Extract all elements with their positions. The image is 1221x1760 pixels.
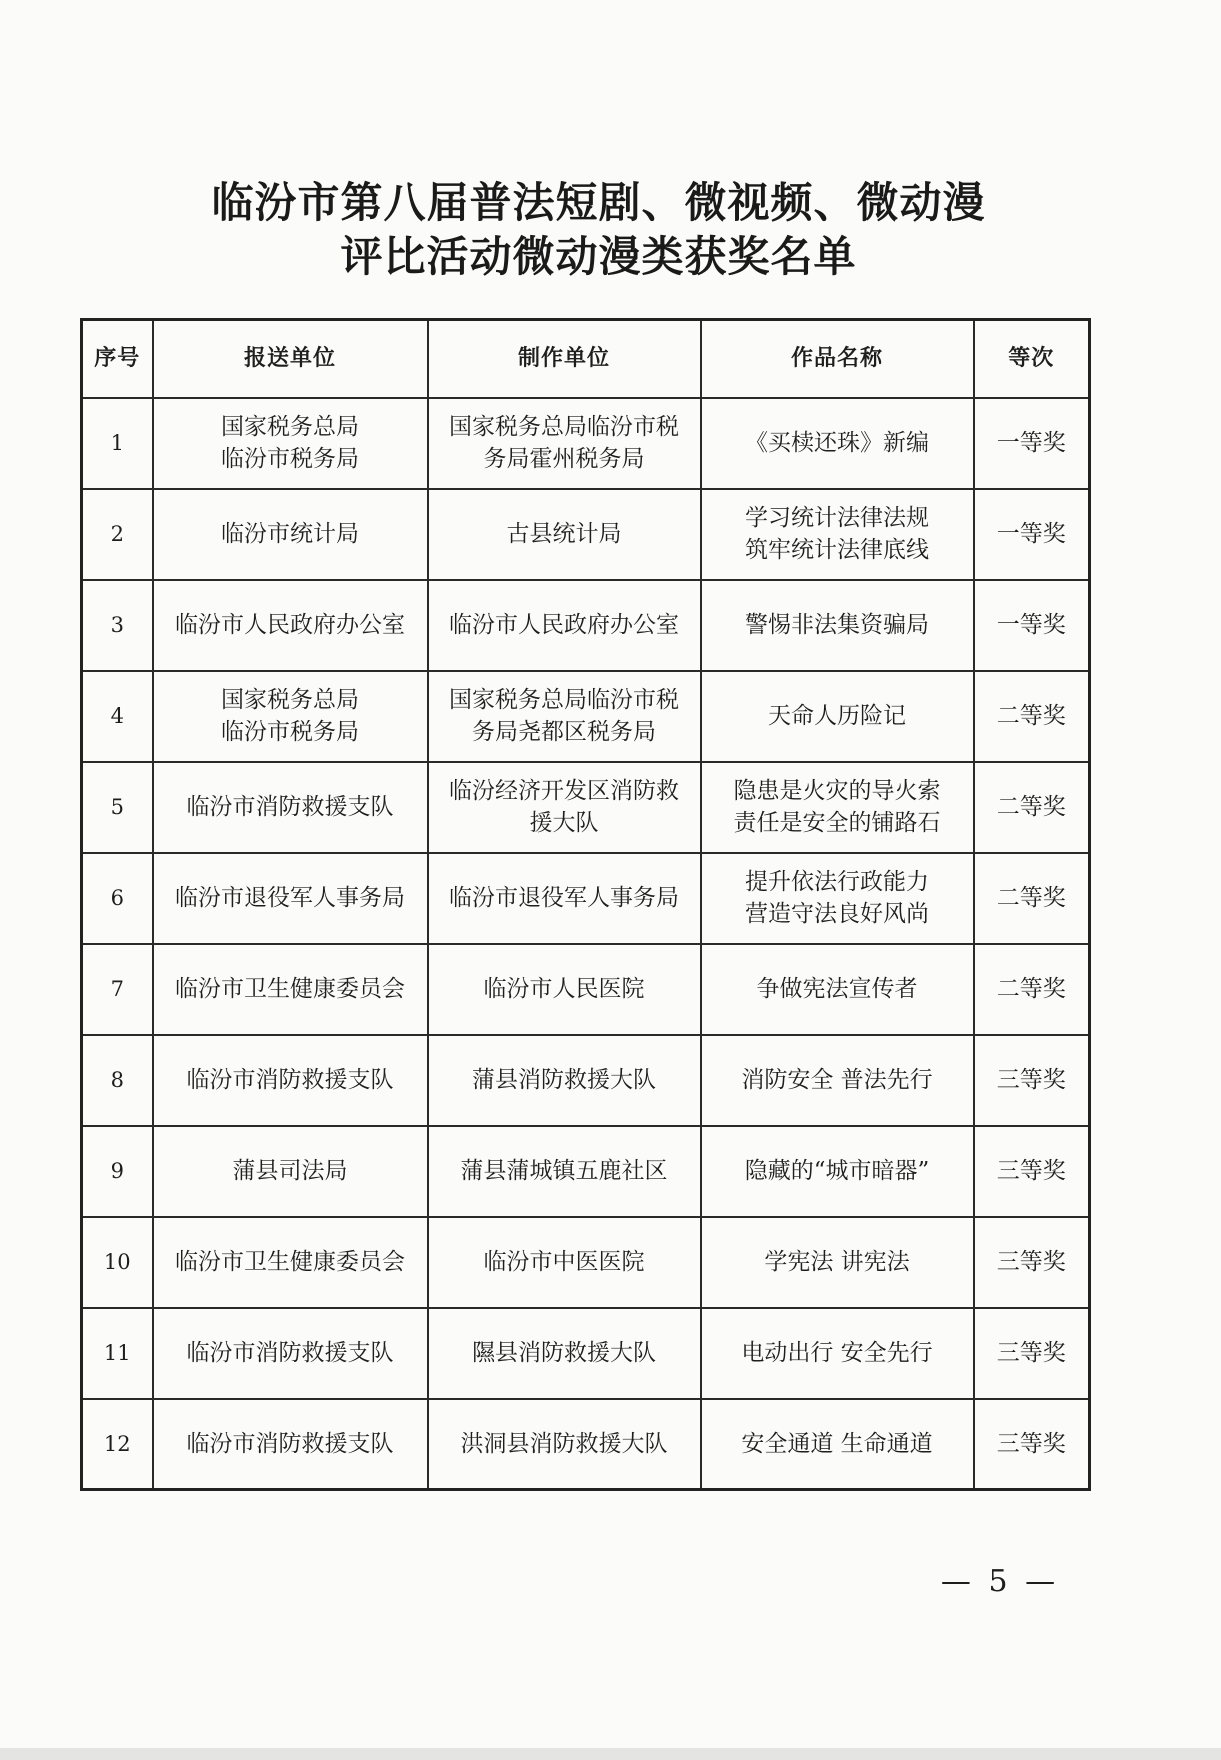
table-row bbox=[82, 398, 1090, 489]
cell-rank: 二等奖 bbox=[974, 762, 1090, 853]
table-row bbox=[82, 1308, 1090, 1399]
table-row bbox=[82, 762, 1090, 853]
header-production-unit: 制作单位 bbox=[428, 320, 701, 398]
cell-production-unit: 蒲县蒲城镇五鹿社区 bbox=[428, 1126, 701, 1217]
cell-rank: 三等奖 bbox=[974, 1308, 1090, 1399]
cell-no: 1 bbox=[82, 398, 153, 489]
table-row bbox=[82, 489, 1090, 580]
cell-production-unit: 蒲县消防救援大队 bbox=[428, 1035, 701, 1126]
cell-submitting-unit: 临汾市消防救援支队 bbox=[153, 1035, 428, 1126]
cell-work-title: 电动出行 安全先行 bbox=[701, 1308, 974, 1399]
cell-submitting-unit: 临汾市消防救援支队 bbox=[153, 762, 428, 853]
cell-production-unit: 临汾市人民政府办公室 bbox=[428, 580, 701, 671]
cell-work-title: 天命人历险记 bbox=[701, 671, 974, 762]
cell-production-unit: 国家税务总局临汾市税 务局尧都区税务局 bbox=[428, 671, 701, 762]
cell-submitting-unit: 临汾市统计局 bbox=[153, 489, 428, 580]
cell-submitting-unit: 蒲县司法局 bbox=[153, 1126, 428, 1217]
cell-no: 4 bbox=[82, 671, 153, 762]
document-title-line-1: 临汾市第八届普法短剧、微视频、微动漫 bbox=[211, 178, 986, 227]
header-submitting-unit: 报送单位 bbox=[153, 320, 428, 398]
document-title-line-2: 评比活动微动漫类获奖名单 bbox=[340, 232, 857, 281]
cell-no: 7 bbox=[82, 944, 153, 1035]
header-rank: 等次 bbox=[974, 320, 1090, 398]
cell-submitting-unit: 国家税务总局 临汾市税务局 bbox=[153, 398, 428, 489]
cell-rank: 二等奖 bbox=[974, 671, 1090, 762]
table-body bbox=[82, 398, 1090, 1490]
cell-work-title: 学宪法 讲宪法 bbox=[701, 1217, 974, 1308]
cell-production-unit: 临汾市人民医院 bbox=[428, 944, 701, 1035]
cell-submitting-unit: 临汾市卫生健康委员会 bbox=[153, 1217, 428, 1308]
table-row bbox=[82, 944, 1090, 1035]
cell-work-title: 提升依法行政能力 营造守法良好风尚 bbox=[701, 853, 974, 944]
cell-rank: 三等奖 bbox=[974, 1126, 1090, 1217]
cell-submitting-unit: 临汾市卫生健康委员会 bbox=[153, 944, 428, 1035]
cell-work-title: 争做宪法宣传者 bbox=[701, 944, 974, 1035]
page-number: — 5 — bbox=[940, 1564, 1060, 1599]
cell-rank: 一等奖 bbox=[974, 489, 1090, 580]
cell-no: 3 bbox=[82, 580, 153, 671]
cell-work-title: 安全通道 生命通道 bbox=[701, 1399, 974, 1490]
cell-production-unit: 国家税务总局临汾市税 务局霍州税务局 bbox=[428, 398, 701, 489]
cell-rank: 三等奖 bbox=[974, 1035, 1090, 1126]
cell-production-unit: 临汾市退役军人事务局 bbox=[428, 853, 701, 944]
cell-no: 2 bbox=[82, 489, 153, 580]
cell-submitting-unit: 临汾市消防救援支队 bbox=[153, 1308, 428, 1399]
cell-rank: 一等奖 bbox=[974, 580, 1090, 671]
cell-rank: 二等奖 bbox=[974, 853, 1090, 944]
cell-no: 10 bbox=[82, 1217, 153, 1308]
table-row bbox=[82, 1399, 1090, 1490]
cell-submitting-unit: 国家税务总局 临汾市税务局 bbox=[153, 671, 428, 762]
cell-rank: 三等奖 bbox=[974, 1399, 1090, 1490]
cell-no: 5 bbox=[82, 762, 153, 853]
header-work-title: 作品名称 bbox=[701, 320, 974, 398]
cell-submitting-unit: 临汾市退役军人事务局 bbox=[153, 853, 428, 944]
table-row bbox=[82, 853, 1090, 944]
cell-no: 8 bbox=[82, 1035, 153, 1126]
table-row bbox=[82, 580, 1090, 671]
cell-no: 9 bbox=[82, 1126, 153, 1217]
table-row bbox=[82, 1126, 1090, 1217]
cell-submitting-unit: 临汾市人民政府办公室 bbox=[153, 580, 428, 671]
awards-table bbox=[80, 318, 1091, 1491]
cell-no: 6 bbox=[82, 853, 153, 944]
cell-no: 11 bbox=[82, 1308, 153, 1399]
cell-work-title: 隐藏的“城市暗器” bbox=[701, 1126, 974, 1217]
cell-work-title: 隐患是火灾的导火索 责任是安全的铺路石 bbox=[701, 762, 974, 853]
header-no: 序号 bbox=[82, 320, 153, 398]
cell-work-title: 学习统计法律法规 筑牢统计法律底线 bbox=[701, 489, 974, 580]
cell-work-title: 《买椟还珠》新编 bbox=[701, 398, 974, 489]
table-row bbox=[82, 671, 1090, 762]
table-header-row bbox=[82, 320, 1090, 398]
table-row bbox=[82, 1035, 1090, 1126]
table-row bbox=[82, 1217, 1090, 1308]
cell-production-unit: 隰县消防救援大队 bbox=[428, 1308, 701, 1399]
cell-rank: 三等奖 bbox=[974, 1217, 1090, 1308]
cell-submitting-unit: 临汾市消防救援支队 bbox=[153, 1399, 428, 1490]
cell-work-title: 消防安全 普法先行 bbox=[701, 1035, 974, 1126]
cell-rank: 一等奖 bbox=[974, 398, 1090, 489]
cell-rank: 二等奖 bbox=[974, 944, 1090, 1035]
cell-production-unit: 古县统计局 bbox=[428, 489, 701, 580]
cell-no: 12 bbox=[82, 1399, 153, 1490]
cell-production-unit: 洪洞县消防救援大队 bbox=[428, 1399, 701, 1490]
cell-production-unit: 临汾市中医医院 bbox=[428, 1217, 701, 1308]
cell-work-title: 警惕非法集资骗局 bbox=[701, 580, 974, 671]
cell-production-unit: 临汾经济开发区消防救 援大队 bbox=[428, 762, 701, 853]
